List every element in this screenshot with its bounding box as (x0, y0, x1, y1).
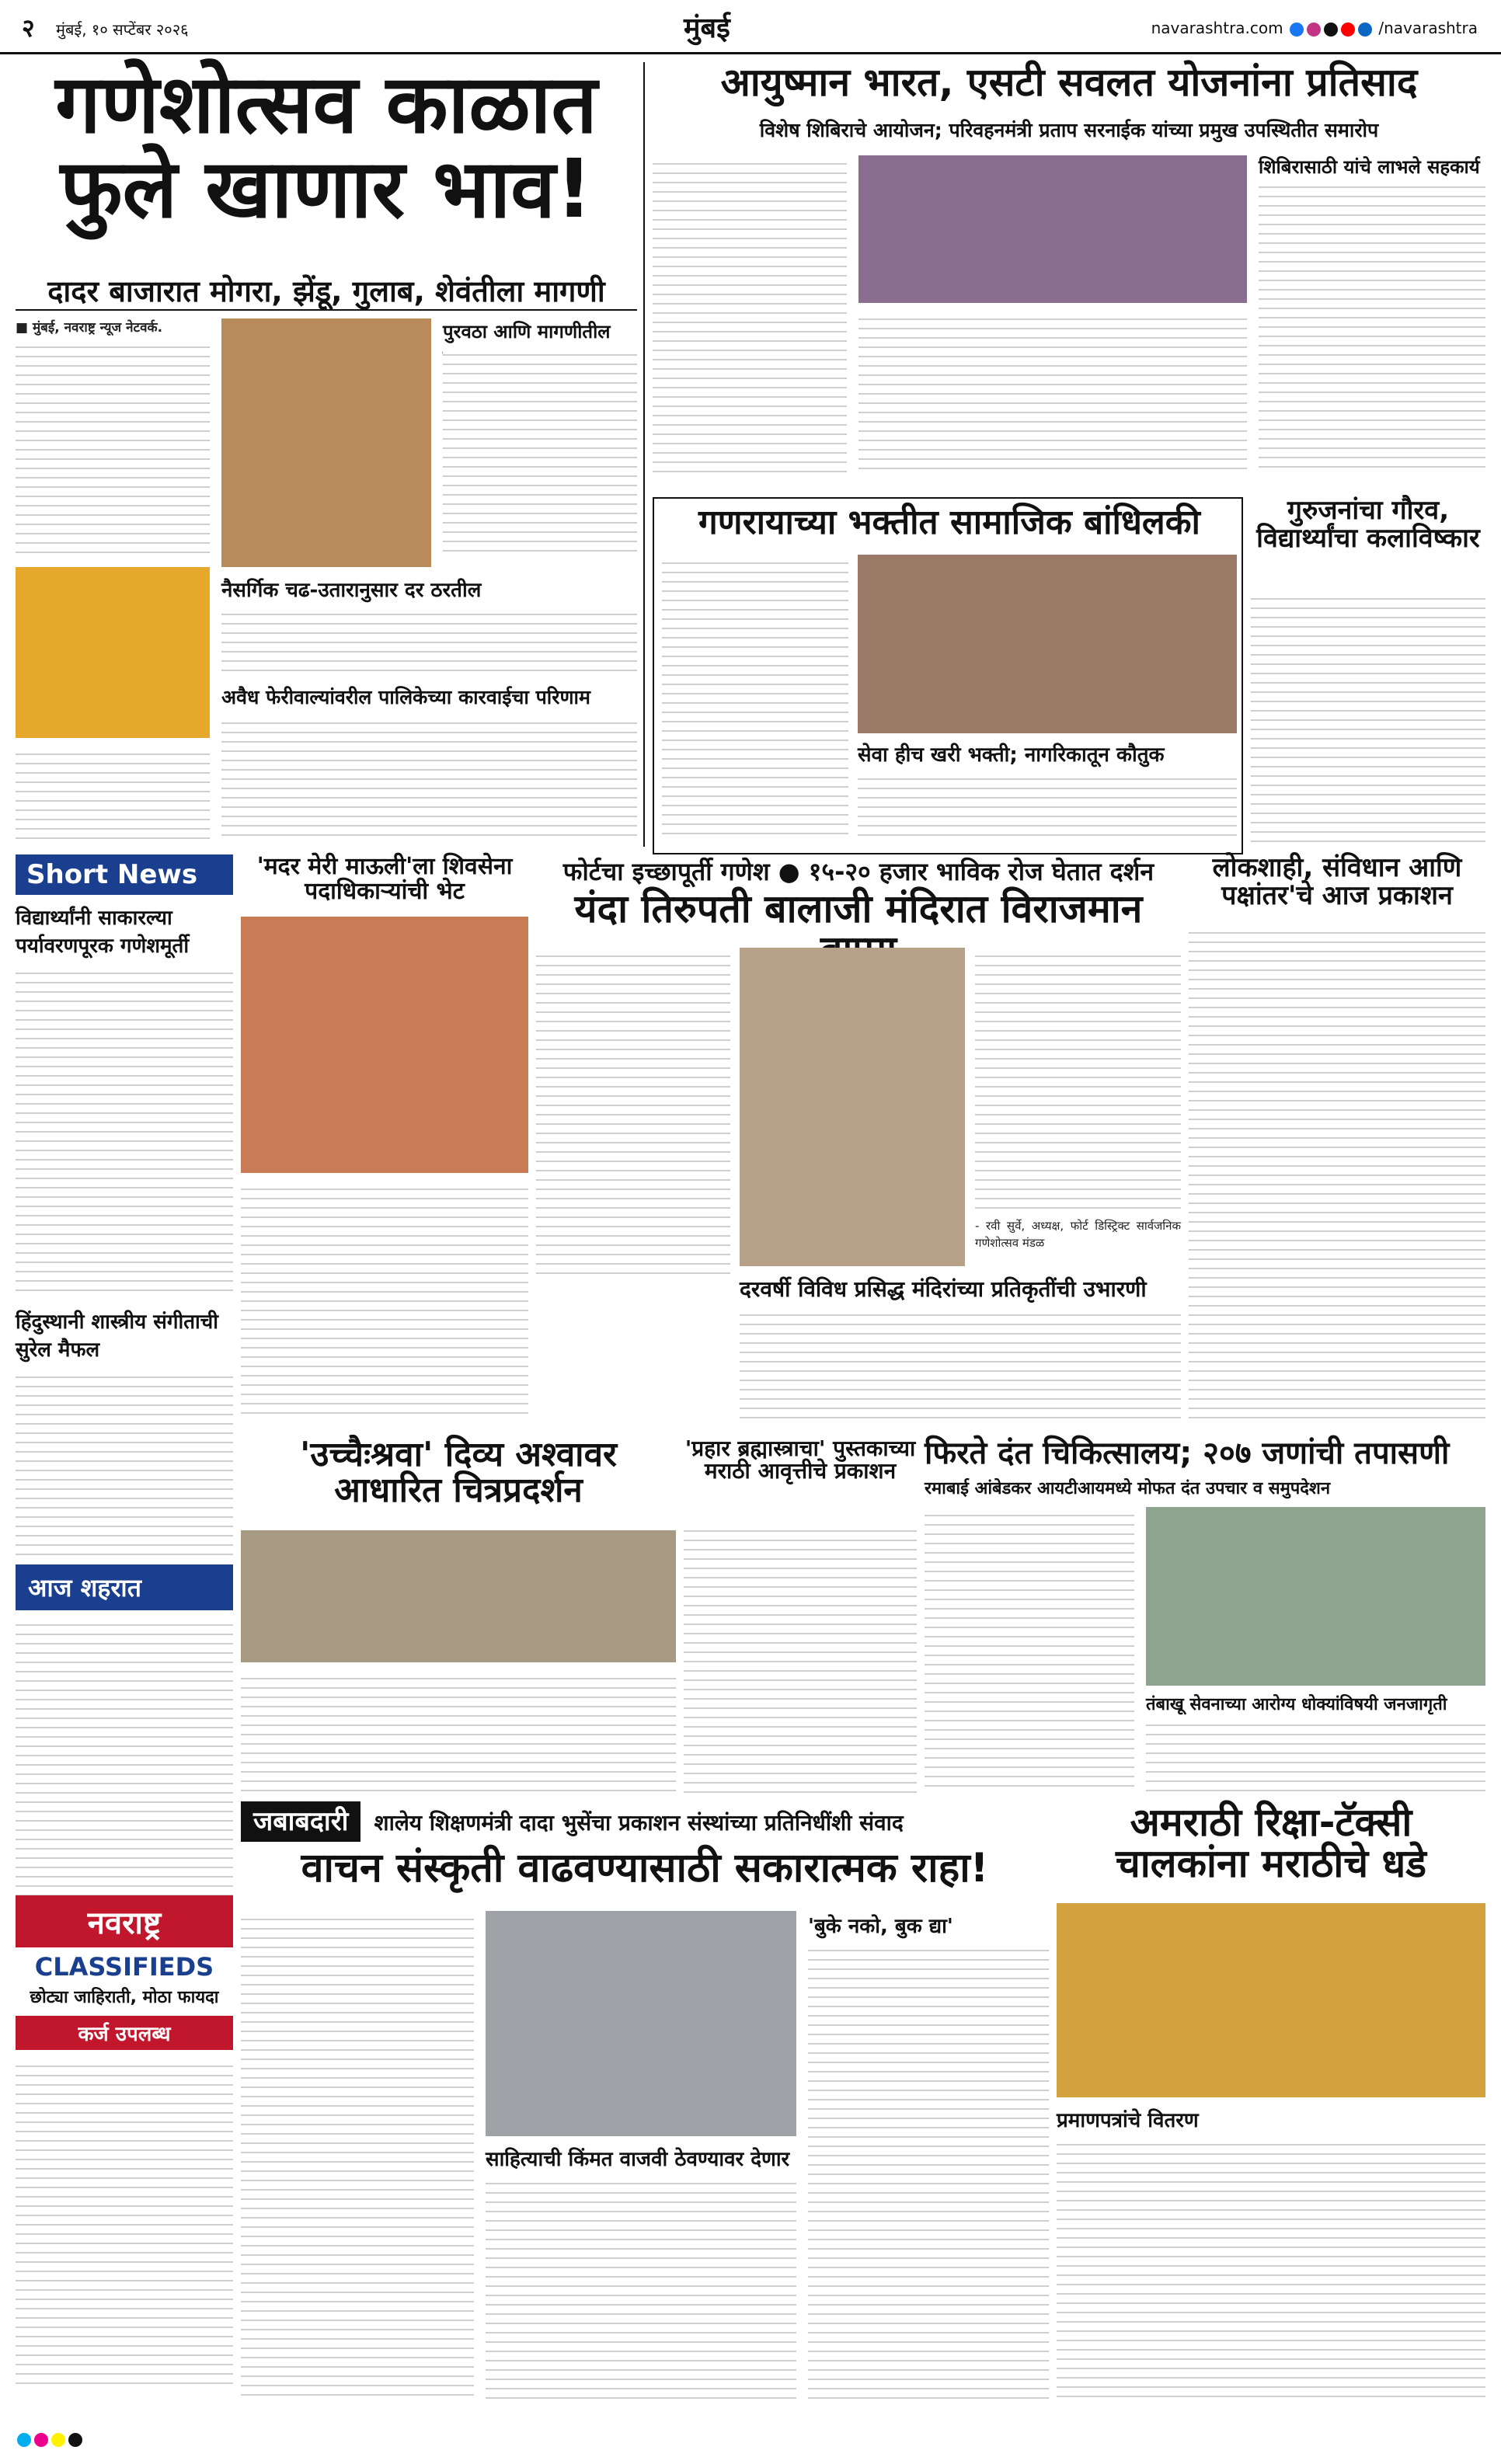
story-headline: 'प्रहार ब्रह्मास्त्राचा' पुस्तकाच्या मराठी आवृत्तीचे प्रकाशन (684, 1436, 916, 1484)
fort-ganesh-story (536, 854, 1181, 1429)
edition-date: मुंबई, १० सप्टेंबर २०२६ (56, 20, 189, 39)
short-news-item-title: हिंदुस्थानी शास्त्रीय संगीताची सुरेल मैफल (16, 1310, 218, 1362)
photo-caption: प्रमाणपत्रांचे वितरण (1057, 2109, 1199, 2132)
short-news-column (16, 854, 233, 1888)
ayushman-story (653, 62, 1485, 497)
section-title: मुंबई (684, 12, 730, 44)
dental-clinic-story (925, 1437, 1485, 1802)
story-subhead: विशेष शिबिराचे आयोजन; परिवहनमंत्री प्रताप सरनाईक यांच्या प्रमुख उपस्थितीत समारोप (759, 119, 1379, 141)
story-headline: वाचन संस्कृती वाढवण्यासाठी सकारात्मक राहा! (301, 1845, 989, 1892)
event-photo (241, 917, 528, 1173)
horse-exhibition-story (241, 1437, 676, 1802)
print-marks (16, 2431, 1485, 2455)
story-headline: यंदा तिरुपती बालाजी मंदिरात विराजमान (574, 886, 1143, 931)
photo-caption: तंबाखू सेवनाच्या आरोग्य धोक्यांविषयी जनजागृती (1146, 1695, 1447, 1714)
classifieds-tagline: छोट्या जाहिराती, मोठा फायदा (30, 1988, 219, 2007)
photo-caption: साहित्याची किंमत वाजवी ठेवण्यावर देणार (486, 2148, 790, 2171)
short-news-item-title: विद्यार्थ्यांनी साकारल्या पर्यावरणपूरक गणेशमूर्ती (16, 907, 190, 958)
classifieds-brand: नवराष्ट्र (16, 1895, 233, 1947)
story-subhead: रमाबाई आंबेडकर आयटीआयमध्ये मोफत दंत उपचार व समुपदेशन (925, 1479, 1331, 1498)
book-launch-story (684, 1437, 917, 1802)
temple-photo (740, 948, 965, 1266)
flower-price-story (16, 57, 637, 847)
flower-market-photo (221, 318, 431, 567)
page-header (0, 0, 1501, 54)
rickshaw-drivers-story (1057, 1802, 1485, 2408)
side-head: 'बुके नको, बुक द्या' (808, 1915, 953, 1938)
story-headline: गुरुजनांचा गौरव, विद्यार्थ्यांचा कलाविष्कार (1256, 495, 1480, 554)
story-kicker: फोर्टचा इच्छापूर्ती गणेश ● १५-२० हजार भाविक रोज घेतात दर्शन (562, 857, 1154, 886)
short-news-label: Short News (16, 854, 233, 895)
certificate-photo (1057, 1903, 1485, 2097)
story-headline: गणेशोत्सव काळात फुले खाणार भाव! (55, 57, 597, 237)
photo-caption: सेवा हीच खरी भक्ती; नागरिकातून कौतुक (858, 743, 1165, 767)
story-headline: फिरते दंत चिकित्सालय; २०७ जणांची तपासणी (925, 1436, 1450, 1471)
side-head: पुरवठा आणि मागणीतील (443, 321, 611, 343)
meeting-photo (486, 1911, 796, 2136)
story-kicker: शालेय शिक्षणमंत्री दादा भुसेंचा प्रकाशन संस्थांच्या प्रतिनिधींशी संवाद (374, 1810, 904, 1836)
social-story (653, 497, 1243, 854)
clinic-photo (1146, 1507, 1485, 1686)
story-headline: गणरायाच्या भक्तीत सामाजिक बांधिलकी (698, 503, 1200, 542)
teachers-story (1251, 497, 1485, 854)
story-headline: आयुष्मान भारत, एसटी सवलत योजनांना प्रतिसाद (720, 60, 1418, 105)
page-number: २ (22, 13, 35, 43)
classifieds-label: CLASSIFIEDS (34, 1952, 214, 1982)
classifieds-section: कर्ज उपलब्ध (16, 2016, 233, 2050)
story-headline: लोकशाही, संविधान आणि पक्षांतर'चे आज प्रकाशन (1212, 852, 1462, 911)
quote-attribution: - रवी सुर्वे, अध्यक्ष, फोर्ट डिस्ट्रिक्ट सार्वजनिक गणेशोत्सव मंडळ (975, 1219, 1181, 1250)
story-headline: 'उच्चैःश्रवा' दिव्य अश्वावर आधारित चित्रप्रदर्शन (299, 1435, 618, 1511)
box-head: अवैध फेरीवाल्यांवरील पालिकेच्या कारवाईचा परिणाम (221, 686, 590, 708)
constitution-book-story (1189, 854, 1485, 1429)
story-subhead: दादर बाजारात मोगरा, झेंडू, गुलाब, शेवंतीला मागणी (47, 274, 605, 308)
aaj-shahrat-label: आज शहरात (16, 1564, 233, 1610)
event-photo (858, 155, 1247, 303)
side-head: शिबिरासाठी यांचे लाभले सहकार्य (1259, 156, 1480, 178)
reading-culture-story (241, 1802, 1049, 2408)
story-headline: अमराठी रिक्षा-टॅक्सी चालकांना मराठीचे धडे (1115, 1800, 1426, 1886)
dateline: ■ मुंबई, नवराष्ट्र न्यूज नेटवर्क. (16, 320, 163, 336)
story-headline: 'मदर मेरी माऊली'ला शिवसेना पदाधिकाऱ्यांची भेट (256, 853, 513, 905)
site-url[interactable]: navarashtra.com /navarashtra (1151, 19, 1478, 37)
story-tag: जबाबदारी (241, 1801, 360, 1842)
photo-caption: दरवर्षी विविध प्रसिद्ध मंदिरांच्या प्रतिकृतींची उभारणी (740, 1276, 1147, 1302)
classifieds-box (16, 1895, 233, 2408)
event-photo (858, 555, 1237, 733)
exhibition-photo (241, 1530, 676, 1662)
marigold-photo (16, 567, 210, 738)
mother-mary-story (241, 854, 528, 1429)
photo-caption: नैसर्गिक चढ-उतारानुसार दर ठरतील (221, 579, 482, 602)
